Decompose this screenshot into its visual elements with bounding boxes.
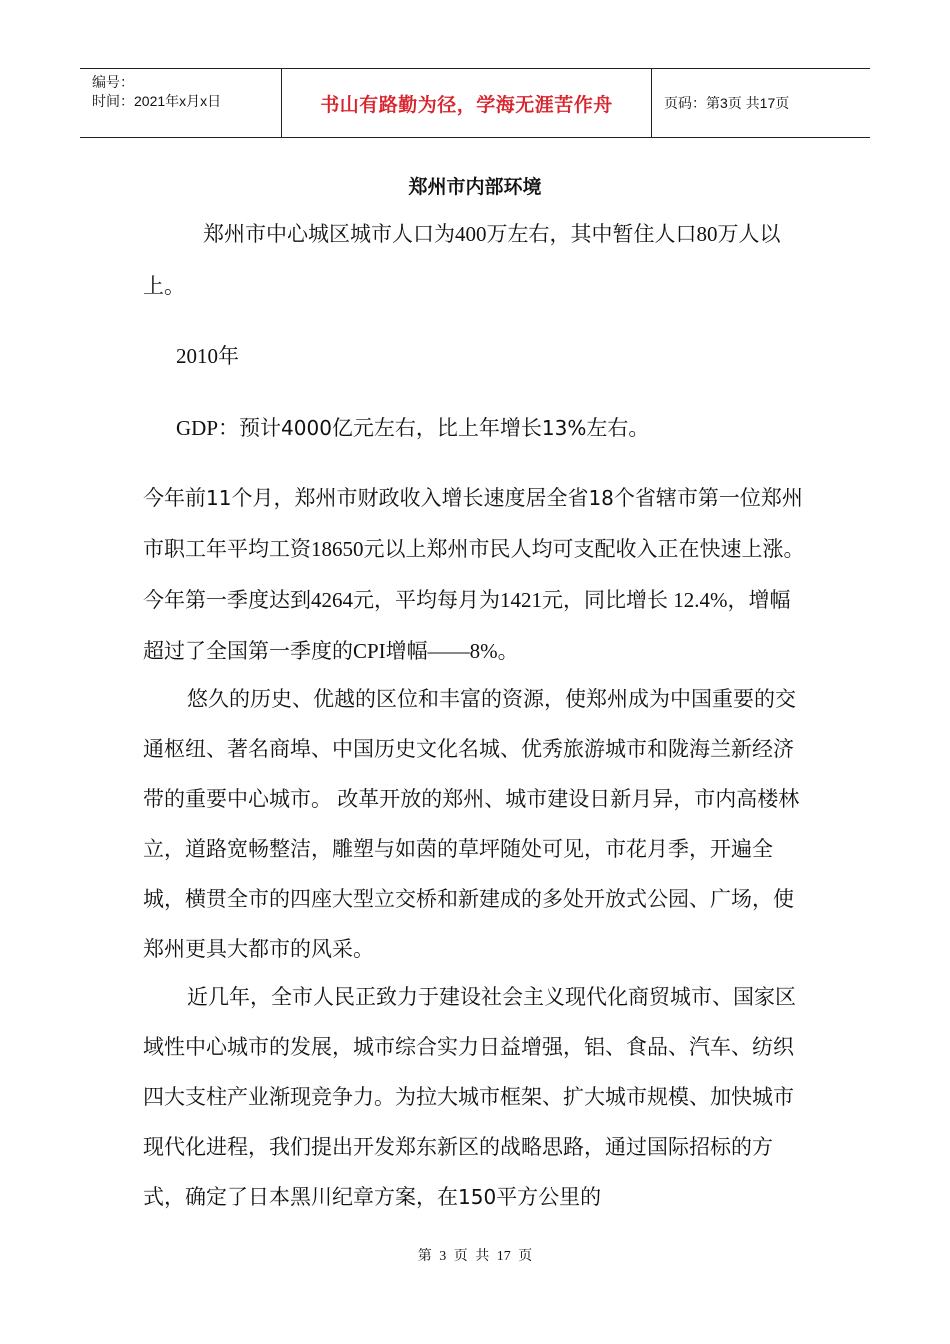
finance-e: 个省辖市第一位郑州市职工年平均工资18650元以上郑州市民人均可支配收入正在快速上涨。今年第一季度达到4264元，平均每月为1421元，同比增长 12.4%，增幅超过了全国第一季度的CPI增幅——8%。 bbox=[143, 486, 805, 663]
development-c: 平方公里的 bbox=[496, 1185, 602, 1209]
motto-text: 书山有路勤为径，学海无涯苦作舟 bbox=[320, 94, 613, 116]
header-page-info bbox=[652, 69, 870, 137]
page-header bbox=[80, 68, 870, 138]
development-a: 近几年，全市人民正致力于建设社会主义现代化商贸城市、国家区域性中心城市的发展，城市综合实力日益增强，铝、食品、汽车、纺织四大支柱产业渐现竞争力。为拉大城市框架、扩大城市规模、加快城市现代化进程，我们提出开发郑东新区的战略思路，通过国际招标的方式，确定了日本黑川纪章方案，在 bbox=[143, 985, 796, 1209]
gdp-middle: 亿元左右，比上年增长 bbox=[331, 416, 542, 440]
paragraph-year: 2010年 bbox=[176, 344, 239, 368]
gdp-value: 4000 bbox=[281, 416, 332, 440]
paragraph-finance bbox=[143, 473, 811, 677]
paragraph-development bbox=[143, 972, 811, 1222]
finance-months: 11 bbox=[206, 486, 232, 510]
finance-a: 今年前 bbox=[143, 486, 206, 510]
header-motto bbox=[282, 69, 652, 137]
gdp-suffix: 左右。 bbox=[586, 416, 650, 440]
page-info-text: 页码：第3页 共17页 bbox=[664, 95, 790, 111]
paragraph-gdp bbox=[143, 402, 808, 454]
finance-c: 个月，郑州市财政收入增长速度居全省 bbox=[231, 486, 589, 510]
gdp-prefix: GDP：预计 bbox=[176, 416, 282, 440]
document-title: 郑州市内部环境 bbox=[408, 176, 542, 198]
finance-cities: 18 bbox=[588, 486, 614, 510]
paragraph-history: 悠久的历史、优越的区位和丰富的资源，使郑州成为中国重要的交通枢纽、著名商埠、中国历史文化名城、优秀旅游城市和陇海兰新经济带的重要中心城市。 改革开放的郑州、城市建设日新月异，市内高楼林立，道路宽畅整洁，雕塑与如茵的草坪随处可见，市花月季，开遍全城，横贯全市的四座大型立交桥和新建成的多处开放式公园、广场，使郑州更具大都市的风采。 bbox=[143, 687, 800, 961]
page-footer: 第 3 页 共 17 页 bbox=[417, 1249, 533, 1264]
paragraph-population: 郑州市中心城区城市人口为400万左右，其中暂住人口80万人以上。 bbox=[143, 222, 781, 298]
header-meta bbox=[80, 69, 282, 137]
number-label: 编号： bbox=[92, 74, 134, 90]
development-area: 150 bbox=[458, 1185, 497, 1209]
time-label: 时间：2021年x月x日 bbox=[92, 93, 222, 109]
gdp-growth: 13% bbox=[541, 416, 587, 440]
